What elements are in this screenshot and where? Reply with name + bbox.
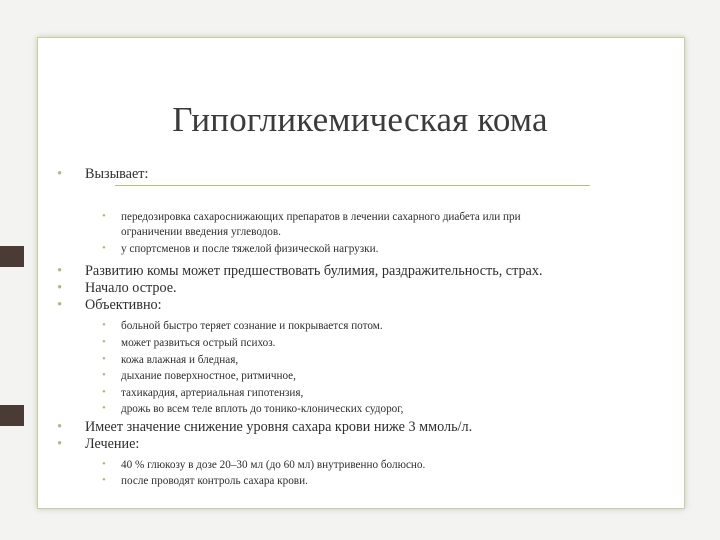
sub-list-item-continuation — [121, 226, 281, 239]
item-text: Лечение: — [85, 436, 140, 452]
bullet-icon: • — [102, 402, 106, 414]
bullet-icon: • — [102, 474, 106, 486]
sub-list-item — [102, 386, 304, 400]
accent-tab-upper — [0, 246, 24, 267]
sub-list-item — [102, 474, 308, 488]
bullet-icon: • — [102, 369, 106, 381]
list-item — [57, 436, 140, 453]
slide-title: Гипогликемическая кома — [172, 100, 548, 139]
list-item — [57, 263, 543, 280]
sub-list-item — [102, 353, 239, 367]
item-text: ограничении введения углеводов. — [121, 226, 281, 238]
item-text: 40 % глюкозу в дозе 20–30 мл (до 60 мл) внутривенно болюсно. — [121, 459, 426, 471]
item-text: у спортсменов и после тяжелой физической нагрузки. — [121, 243, 379, 255]
item-text: Вызывает: — [85, 166, 149, 182]
bullet-icon: • — [57, 436, 63, 452]
sub-list-item — [102, 458, 426, 472]
bullet-icon: • — [57, 297, 63, 313]
item-text: Начало острое. — [85, 280, 177, 296]
bullet-icon: • — [57, 263, 63, 279]
bullet-icon: • — [102, 319, 106, 331]
sub-list-item — [102, 210, 521, 224]
list-item — [57, 166, 149, 183]
item-text: тахикардия, артериальная гипотензия, — [121, 387, 304, 399]
item-text: Объективно: — [85, 297, 162, 313]
item-text: может развиться острый психоз. — [121, 337, 276, 349]
bullet-icon: • — [102, 386, 106, 398]
sub-list-item — [102, 369, 296, 383]
sub-list-item — [102, 242, 379, 256]
sub-list-item — [102, 402, 404, 416]
list-item — [57, 419, 473, 436]
item-text: дыхание поверхностное, ритмичное, — [121, 370, 296, 382]
item-text: Имеет значение снижение уровня сахара крови ниже 3 ммоль/л. — [85, 419, 473, 435]
item-text: Развитию комы может предшествовать булимия, раздражительность, страх. — [85, 263, 543, 279]
bullet-icon: • — [102, 242, 106, 254]
sub-list-item — [102, 336, 276, 350]
item-text: кожа влажная и бледная, — [121, 354, 239, 366]
item-text: больной быстро теряет сознание и покрывается потом. — [121, 320, 383, 332]
list-item — [57, 297, 162, 314]
list-item — [57, 280, 177, 297]
item-text: дрожь во всем теле вплоть до тонико-клонических судорог, — [121, 403, 404, 415]
item-text: передозировка сахароснижающих препаратов в лечении сахарного диабета или при — [121, 211, 521, 223]
bullet-icon: • — [102, 458, 106, 470]
item-text: после проводят контроль сахара крови. — [121, 475, 308, 487]
bullet-icon: • — [102, 336, 106, 348]
bullet-icon: • — [57, 419, 63, 435]
bullet-icon: • — [102, 353, 106, 365]
bullet-icon: • — [102, 210, 106, 222]
title-underline — [115, 185, 590, 186]
bullet-icon: • — [57, 280, 63, 296]
sub-list-item — [102, 319, 383, 333]
accent-tab-lower — [0, 405, 24, 426]
bullet-icon: • — [57, 166, 63, 182]
